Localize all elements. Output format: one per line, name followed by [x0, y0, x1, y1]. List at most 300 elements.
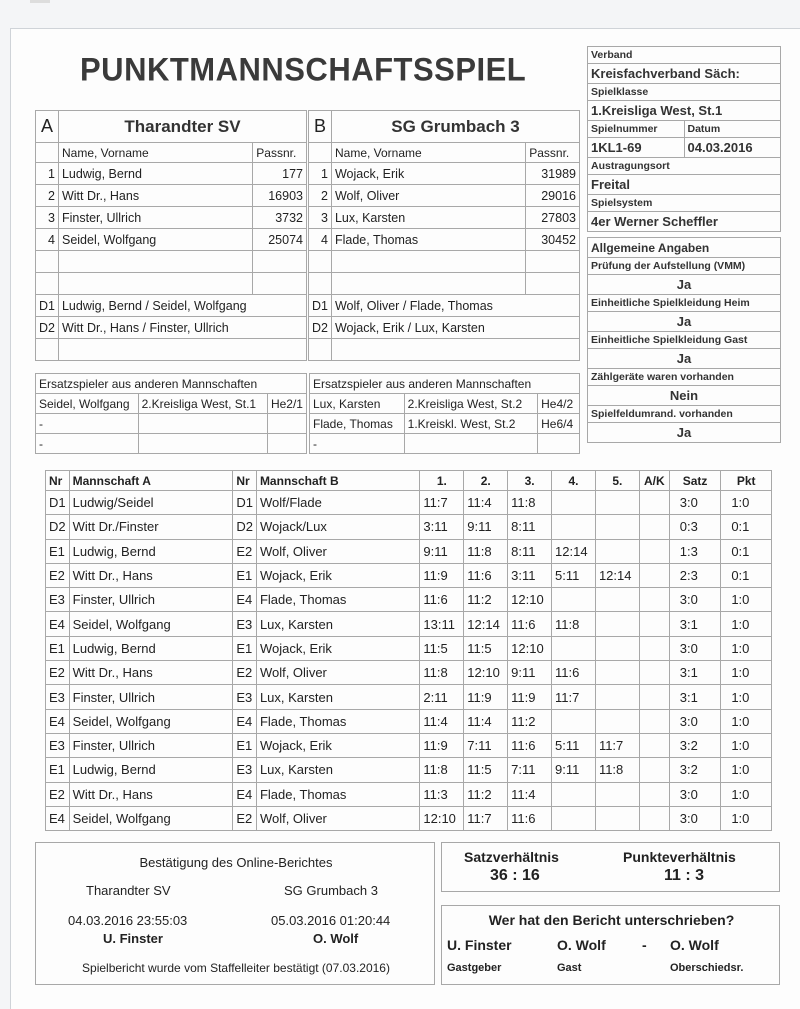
game-set-4: 11:7 — [552, 685, 596, 709]
game-nr-b: E3 — [233, 758, 257, 782]
game-set-3: 3:11 — [508, 563, 552, 587]
substitute-name: - — [310, 434, 405, 454]
substitute-code: He4/2 — [538, 394, 580, 414]
system-value: 4er Werner Scheffler — [588, 212, 781, 232]
game-set-1: 11:7 — [420, 491, 464, 515]
game-player-b: Wolf, Oliver — [256, 539, 419, 563]
game-set-3: 8:11 — [508, 539, 552, 563]
game-set-5 — [595, 539, 639, 563]
game-satz: 3:2 — [669, 758, 721, 782]
game-nr-a: E3 — [46, 733, 70, 757]
player-no: 2 — [309, 185, 332, 207]
header-set-3: 3. — [508, 471, 552, 491]
game-player-a: Witt Dr./Finster — [69, 515, 233, 539]
game-set-2: 11:2 — [464, 588, 508, 612]
game-set-2: 11:5 — [464, 758, 508, 782]
question-umrandung: Spielfeldumrand. vorhanden — [588, 406, 781, 423]
game-player-a: Witt Dr., Hans — [69, 563, 233, 587]
game-pkt: 1:0 — [721, 806, 772, 830]
game-satz: 3:1 — [669, 661, 721, 685]
col-pass-header: Passnr. — [526, 143, 580, 163]
doubles-no: D2 — [309, 317, 332, 339]
game-satz: 3:0 — [669, 806, 721, 830]
game-row — [46, 709, 772, 733]
header-satz: Satz — [669, 471, 721, 491]
question-zaehlgeraete: Zählgeräte waren vorhanden — [588, 369, 781, 386]
substitute-class — [404, 434, 537, 454]
game-player-a: Finster, Ullrich — [69, 685, 233, 709]
game-player-b: Wojack/Lux — [256, 515, 419, 539]
player-pass: 177 — [253, 163, 307, 185]
game-player-a: Ludwig, Bernd — [69, 758, 233, 782]
game-set-1: 11:3 — [420, 782, 464, 806]
team-b-name: SG Grumbach 3 — [331, 111, 579, 143]
answer-zaehlgeraete: Nein — [588, 386, 781, 406]
game-set-5 — [595, 491, 639, 515]
signer-host: U. Finster — [447, 937, 512, 953]
ort-caption: Austragungsort — [588, 158, 781, 175]
game-ak — [639, 491, 669, 515]
game-set-2: 11:7 — [464, 806, 508, 830]
spielnummer-caption: Spielnummer — [588, 121, 685, 138]
game-set-4: 11:8 — [552, 612, 596, 636]
game-satz: 3:0 — [669, 588, 721, 612]
substitute-code — [538, 434, 580, 454]
confirmation-team-a: Tharandter SV — [86, 883, 171, 898]
game-nr-b: E3 — [233, 612, 257, 636]
game-set-5 — [595, 782, 639, 806]
game-set-3: 11:6 — [508, 733, 552, 757]
game-nr-a: E4 — [46, 612, 70, 636]
substitute-class: 1.Kreiskl. West, St.2 — [404, 414, 537, 434]
game-player-a: Seidel, Wolfgang — [69, 806, 233, 830]
game-row — [46, 685, 772, 709]
game-set-3: 11:2 — [508, 709, 552, 733]
game-satz: 2:3 — [669, 563, 721, 587]
player-name: Lux, Karsten — [331, 207, 525, 229]
game-nr-b: E3 — [233, 685, 257, 709]
game-ak — [639, 515, 669, 539]
signer-referee: O. Wolf — [670, 937, 719, 953]
game-set-2: 12:10 — [464, 661, 508, 685]
game-row — [46, 588, 772, 612]
game-set-1: 11:8 — [420, 661, 464, 685]
game-player-b: Lux, Karsten — [256, 758, 419, 782]
answer-vmm: Ja — [588, 275, 781, 295]
game-row — [46, 661, 772, 685]
player-pass: 16903 — [253, 185, 307, 207]
team-a-name: Tharandter SV — [58, 111, 306, 143]
game-nr-b: E2 — [233, 539, 257, 563]
game-set-4: 11:6 — [552, 661, 596, 685]
game-player-a: Witt Dr., Hans — [69, 661, 233, 685]
header-team-a: Mannschaft A — [69, 471, 233, 491]
datum-caption: Datum — [684, 121, 781, 138]
game-satz: 3:2 — [669, 733, 721, 757]
player-no: 4 — [36, 229, 59, 251]
game-set-1: 11:4 — [420, 709, 464, 733]
game-player-a: Finster, Ullrich — [69, 733, 233, 757]
confirmation-signer-b: O. Wolf — [313, 931, 359, 946]
confirmation-note: Spielbericht wurde vom Staffelleiter bestätigt (07.03.2016) — [82, 961, 390, 975]
game-set-5 — [595, 685, 639, 709]
verband-caption: Verband — [588, 47, 781, 64]
game-set-1: 11:9 — [420, 563, 464, 587]
game-row — [46, 782, 772, 806]
game-ak — [639, 806, 669, 830]
game-ak — [639, 758, 669, 782]
player-name: Witt Dr., Hans — [58, 185, 252, 207]
game-nr-b: E4 — [233, 588, 257, 612]
doubles-pair: Ludwig, Bernd / Seidel, Wolfgang — [58, 295, 306, 317]
spielklasse-caption: Spielklasse — [588, 84, 781, 101]
game-satz: 3:1 — [669, 685, 721, 709]
game-nr-a: E1 — [46, 539, 70, 563]
game-set-2: 11:8 — [464, 539, 508, 563]
game-set-4 — [552, 491, 596, 515]
question-vmm: Prüfung der Aufstellung (VMM) — [588, 258, 781, 275]
team-a-table — [35, 110, 307, 361]
game-satz: 3:0 — [669, 636, 721, 660]
substitutes-a-table — [35, 373, 307, 454]
game-pkt: 1:0 — [721, 491, 772, 515]
game-ak — [639, 612, 669, 636]
header-set-2: 2. — [464, 471, 508, 491]
game-set-5: 11:7 — [595, 733, 639, 757]
game-ak — [639, 539, 669, 563]
game-pkt: 1:0 — [721, 709, 772, 733]
game-nr-b: D1 — [233, 491, 257, 515]
player-name: Ludwig, Bernd — [58, 163, 252, 185]
confirmation-timestamp-b: 05.03.2016 01:20:44 — [271, 913, 391, 928]
game-satz: 1:3 — [669, 539, 721, 563]
player-name: Wojack, Erik — [331, 163, 525, 185]
substitutes-header: Ersatzspieler aus anderen Mannschaften — [36, 374, 307, 394]
game-set-1: 9:11 — [420, 539, 464, 563]
game-nr-a: D1 — [46, 491, 70, 515]
col-pass-header: Passnr. — [253, 143, 307, 163]
game-nr-b: E1 — [233, 636, 257, 660]
game-set-4 — [552, 806, 596, 830]
game-player-a: Seidel, Wolfgang — [69, 612, 233, 636]
game-satz: 0:3 — [669, 515, 721, 539]
game-nr-a: E4 — [46, 709, 70, 733]
game-player-a: Witt Dr., Hans — [69, 782, 233, 806]
game-set-3: 11:6 — [508, 612, 552, 636]
game-ak — [639, 563, 669, 587]
game-set-2: 9:11 — [464, 515, 508, 539]
game-set-3: 11:6 — [508, 806, 552, 830]
player-pass: 3732 — [253, 207, 307, 229]
game-ak — [639, 733, 669, 757]
game-nr-a: E3 — [46, 588, 70, 612]
scan-mark — [30, 0, 50, 3]
game-player-b: Lux, Karsten — [256, 685, 419, 709]
header-set-4: 4. — [552, 471, 596, 491]
signer-guest: O. Wolf — [557, 937, 606, 953]
substitute-class: 2.Kreisliga West, St.1 — [138, 394, 267, 414]
game-set-5: 12:14 — [595, 563, 639, 587]
substitute-code: He2/1 — [267, 394, 306, 414]
game-row — [46, 758, 772, 782]
team-b-table — [308, 110, 580, 361]
doubles-no: D2 — [36, 317, 59, 339]
game-set-2: 11:9 — [464, 685, 508, 709]
game-player-a: Ludwig, Bernd — [69, 636, 233, 660]
game-set-5 — [595, 636, 639, 660]
game-player-b: Wolf, Oliver — [256, 661, 419, 685]
game-ak — [639, 709, 669, 733]
satz-ratio-label: Satzverhältnis — [464, 849, 559, 865]
header-nr-b: Nr — [233, 471, 257, 491]
game-set-2: 7:11 — [464, 733, 508, 757]
game-ak — [639, 661, 669, 685]
game-pkt: 1:0 — [721, 612, 772, 636]
game-pkt: 1:0 — [721, 758, 772, 782]
question-kleidung-heim: Einheitliche Spielkleidung Heim — [588, 295, 781, 312]
game-nr-b: E4 — [233, 709, 257, 733]
game-set-1: 11:8 — [420, 758, 464, 782]
player-pass: 29016 — [526, 185, 580, 207]
game-player-a: Finster, Ullrich — [69, 588, 233, 612]
header-nr-a: Nr — [46, 471, 70, 491]
game-nr-a: E1 — [46, 758, 70, 782]
player-name: Seidel, Wolfgang — [58, 229, 252, 251]
game-set-2: 11:2 — [464, 782, 508, 806]
game-set-3: 9:11 — [508, 661, 552, 685]
game-set-1: 2:11 — [420, 685, 464, 709]
substitute-name: - — [36, 414, 139, 434]
spielnummer-value: 1KL1-69 — [588, 138, 685, 158]
player-no: 3 — [309, 207, 332, 229]
satz-ratio-value: 36 : 16 — [490, 867, 540, 884]
game-set-2: 11:6 — [464, 563, 508, 587]
substitute-name: Flade, Thomas — [310, 414, 405, 434]
game-set-1: 3:11 — [420, 515, 464, 539]
col-name-header: Name, Vorname — [58, 143, 252, 163]
substitute-name: - — [36, 434, 139, 454]
game-set-3: 7:11 — [508, 758, 552, 782]
game-row — [46, 733, 772, 757]
game-set-5 — [595, 588, 639, 612]
game-set-3: 11:9 — [508, 685, 552, 709]
game-set-3: 8:11 — [508, 515, 552, 539]
substitute-class: 2.Kreisliga West, St.2 — [404, 394, 537, 414]
game-set-1: 13:11 — [420, 612, 464, 636]
confirmation-title: Bestätigung des Online-Berichtes — [139, 855, 333, 870]
header-set-1: 1. — [420, 471, 464, 491]
substitute-name: Seidel, Wolfgang — [36, 394, 139, 414]
player-no: 1 — [36, 163, 59, 185]
game-set-1: 11:5 — [420, 636, 464, 660]
totals-box — [441, 842, 780, 892]
signature-question: Wer hat den Bericht unterschrieben? — [488, 912, 735, 928]
game-set-4 — [552, 709, 596, 733]
game-set-3: 12:10 — [508, 636, 552, 660]
game-player-a: Seidel, Wolfgang — [69, 709, 233, 733]
game-set-2: 12:14 — [464, 612, 508, 636]
game-nr-a: D2 — [46, 515, 70, 539]
game-set-4 — [552, 636, 596, 660]
game-satz: 3:0 — [669, 782, 721, 806]
game-set-4 — [552, 782, 596, 806]
game-pkt: 1:0 — [721, 782, 772, 806]
substitutes-header: Ersatzspieler aus anderen Mannschaften — [310, 374, 580, 394]
game-nr-b: E1 — [233, 563, 257, 587]
game-set-4: 5:11 — [552, 733, 596, 757]
confirmation-signer-a: U. Finster — [103, 931, 163, 946]
game-pkt: 0:1 — [721, 563, 772, 587]
game-pkt: 1:0 — [721, 636, 772, 660]
allgemeine-angaben-heading: Allgemeine Angaben — [588, 238, 781, 258]
spielklasse-value: 1.Kreisliga West, St.1 — [588, 101, 781, 121]
game-player-b: Wolf/Flade — [256, 491, 419, 515]
game-set-5: 11:8 — [595, 758, 639, 782]
game-nr-b: E2 — [233, 661, 257, 685]
game-row — [46, 612, 772, 636]
confirmation-timestamp-a: 04.03.2016 23:55:03 — [68, 913, 188, 928]
game-set-2: 11:5 — [464, 636, 508, 660]
doubles-pair: Wolf, Oliver / Flade, Thomas — [331, 295, 579, 317]
player-pass: 27803 — [526, 207, 580, 229]
substitute-class — [138, 414, 267, 434]
team-b-label: B — [309, 111, 332, 143]
game-player-b: Flade, Thomas — [256, 588, 419, 612]
game-pkt: 0:1 — [721, 539, 772, 563]
game-row — [46, 515, 772, 539]
header-set-5: 5. — [595, 471, 639, 491]
role-guest: Gast — [557, 962, 582, 974]
player-pass: 25074 — [253, 229, 307, 251]
game-satz: 3:0 — [669, 709, 721, 733]
game-set-2: 11:4 — [464, 491, 508, 515]
game-player-b: Wojack, Erik — [256, 733, 419, 757]
game-nr-a: E4 — [46, 806, 70, 830]
game-set-4: 5:11 — [552, 563, 596, 587]
doubles-pair: Witt Dr., Hans / Finster, Ullrich — [58, 317, 306, 339]
game-ak — [639, 782, 669, 806]
game-row — [46, 491, 772, 515]
game-nr-a: E2 — [46, 782, 70, 806]
header-team-b: Mannschaft B — [256, 471, 419, 491]
player-no: 2 — [36, 185, 59, 207]
player-no: 4 — [309, 229, 332, 251]
game-player-b: Wolf, Oliver — [256, 806, 419, 830]
player-name: Wolf, Oliver — [331, 185, 525, 207]
game-row — [46, 806, 772, 830]
player-no: 3 — [36, 207, 59, 229]
punkte-ratio-label: Punkteverhältnis — [623, 849, 736, 865]
game-set-5 — [595, 515, 639, 539]
answer-kleidung-gast: Ja — [588, 349, 781, 369]
ort-value: Freital — [588, 175, 781, 195]
substitute-name: Lux, Karsten — [310, 394, 405, 414]
game-player-b: Lux, Karsten — [256, 612, 419, 636]
game-nr-b: D2 — [233, 515, 257, 539]
game-set-4 — [552, 515, 596, 539]
game-set-1: 12:10 — [420, 806, 464, 830]
doubles-pair: Wojack, Erik / Lux, Karsten — [331, 317, 579, 339]
game-set-5 — [595, 806, 639, 830]
team-a-label: A — [36, 111, 59, 143]
doubles-no: D1 — [309, 295, 332, 317]
game-pkt: 1:0 — [721, 661, 772, 685]
game-set-1: 11:6 — [420, 588, 464, 612]
game-set-3: 11:8 — [508, 491, 552, 515]
game-set-5 — [595, 612, 639, 636]
substitutes-b-table — [309, 373, 580, 454]
player-pass: 31989 — [526, 163, 580, 185]
game-set-5 — [595, 661, 639, 685]
header-ak: A/K — [639, 471, 669, 491]
games-table — [45, 470, 772, 831]
game-set-2: 11:4 — [464, 709, 508, 733]
verband-value: Kreisfachverband Säch: — [588, 64, 781, 84]
game-set-5 — [595, 709, 639, 733]
game-row — [46, 636, 772, 660]
game-nr-a: E3 — [46, 685, 70, 709]
game-pkt: 0:1 — [721, 515, 772, 539]
game-set-3: 11:4 — [508, 782, 552, 806]
game-nr-a: E2 — [46, 563, 70, 587]
header-pkt: Pkt — [721, 471, 772, 491]
player-name: Flade, Thomas — [331, 229, 525, 251]
game-satz: 3:0 — [669, 491, 721, 515]
page-title: PUNKTMANNSCHAFTSSPIEL — [80, 51, 527, 88]
signatures-box — [441, 905, 780, 985]
substitute-code — [267, 434, 306, 454]
game-pkt: 1:0 — [721, 588, 772, 612]
game-row — [46, 539, 772, 563]
game-nr-b: E1 — [233, 733, 257, 757]
game-nr-a: E1 — [46, 636, 70, 660]
game-set-3: 12:10 — [508, 588, 552, 612]
game-row — [46, 563, 772, 587]
player-pass: 30452 — [526, 229, 580, 251]
role-host: Gastgeber — [447, 962, 502, 974]
game-nr-b: E4 — [233, 782, 257, 806]
game-set-4 — [552, 588, 596, 612]
question-kleidung-gast: Einheitliche Spielkleidung Gast — [588, 332, 781, 349]
game-nr-a: E2 — [46, 661, 70, 685]
datum-value: 04.03.2016 — [684, 138, 781, 158]
game-satz: 3:1 — [669, 612, 721, 636]
game-pkt: 1:0 — [721, 733, 772, 757]
substitute-code — [267, 414, 306, 434]
confirmation-team-b: SG Grumbach 3 — [284, 883, 378, 898]
role-referee: Oberschiedsr. — [670, 962, 744, 974]
game-player-b: Flade, Thomas — [256, 709, 419, 733]
game-player-b: Wojack, Erik — [256, 636, 419, 660]
game-nr-b: E2 — [233, 806, 257, 830]
game-ak — [639, 685, 669, 709]
game-set-4: 12:14 — [552, 539, 596, 563]
game-ak — [639, 588, 669, 612]
player-no: 1 — [309, 163, 332, 185]
system-caption: Spielsystem — [588, 195, 781, 212]
signer-separator: - — [642, 937, 647, 953]
answer-umrandung: Ja — [588, 423, 781, 443]
doubles-no: D1 — [36, 295, 59, 317]
game-player-a: Ludwig/Seidel — [69, 491, 233, 515]
game-pkt: 1:0 — [721, 685, 772, 709]
game-player-a: Ludwig, Bernd — [69, 539, 233, 563]
substitute-class — [138, 434, 267, 454]
col-name-header: Name, Vorname — [331, 143, 525, 163]
substitute-code: He6/4 — [538, 414, 580, 434]
game-set-4: 9:11 — [552, 758, 596, 782]
game-ak — [639, 636, 669, 660]
